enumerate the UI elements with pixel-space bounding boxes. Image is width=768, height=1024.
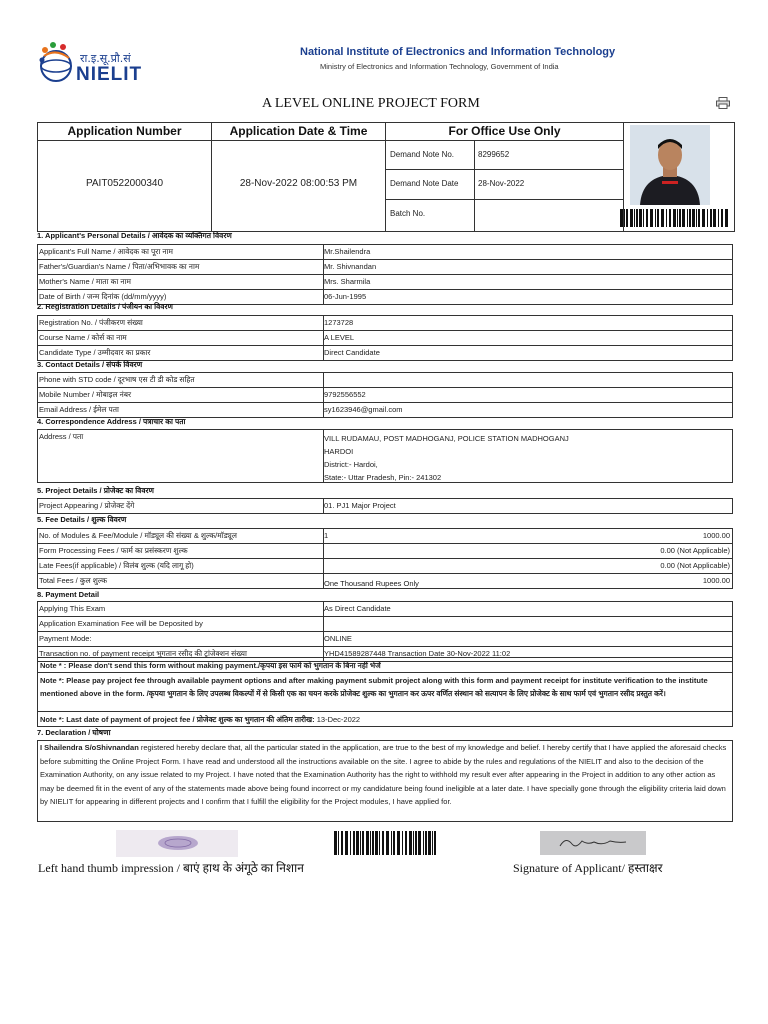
barcode-bottom [334,831,438,855]
email-value: sy1623946@gmail.com [324,405,403,414]
mobile-value: 9792556552 [324,390,366,399]
col-header-app-date: Application Date & Time [229,124,368,138]
batch-no-label: Batch No. [390,209,426,218]
printer-icon[interactable] [716,96,730,108]
address-line-2: HARDOI [324,447,354,456]
note-last-date [37,711,733,727]
fee-deposited-by-label: Application Examination Fee will be Deposited by [39,619,203,628]
application-number: PAIT0522000340 [85,178,164,189]
note-last-date-value: 13-Dec-2022 [314,715,361,724]
address-label: Address / पता [39,432,84,441]
address-value [324,432,569,484]
project-details-table [37,498,733,514]
col-header-office-use: For Office Use Only [448,124,561,138]
registration-no-label: Registration No. / पंजीकरण संख्या [39,318,143,327]
payment-details-table [37,601,733,662]
section-payment-title: 8. Payment Detail [37,590,100,599]
total-fee-value: 1000.00 [702,576,730,585]
section-personal-title: 1. Applicant's Personal Details / आवेदक का व्यक्तिगत विवरण [37,231,232,240]
total-fee-words: One Thousand Rupees Only [324,579,419,588]
candidate-type-value: Direct Candidate [324,348,380,357]
address-line-3: District:- Hardoi, [324,460,378,469]
col-header-app-number: Application Number [67,124,182,138]
father-name-value: Mr. Shivnandan [324,262,377,271]
modules-fee-value: 1000.00 [702,531,730,540]
declaration-body: registered hereby declare that, all the particular stated in the application, are true to the best of my knowledge and belief. I hereby certify that I have applied the aforesaid checks before submitting the Online Project Form. I have read and understood all the instructions available on the site. I agree to abide by the rules and regulations of the NIELIT and also to the decision of the Examination Authority, on any issue related to my Project. I have noted that the Examination Authority has the right to withhold my result ever after appearing in the Project in addition to any other action as may be deemed fit in the event of any of the statements made above being found incorrect or my candidature being found ineligible at a later date. I have specially gone through the eligibility criteria laid down by NIELIT for appearing in different projects and I confirm that I fulfill the eligibility for the Project modules, I have applied for. [40,743,727,806]
transaction-no-label: Transaction no. of payment receipt भुगतान रसीद की ट्रांजेक्शन संख्या [39,649,247,658]
phone-label: Phone with STD code / दूरभाष एस टी डी कोड सहित [39,375,195,384]
address-line-4: State:- Uttar Pradesh, Pin:- 241302 [324,473,442,482]
late-fee-label: Late Fees(if applicable) / विलंब शुल्क (यदि लागू हो) [39,561,194,570]
note-last-date-label: Note *: Last date of payment of project fee / प्रोजेक्ट शुल्क का भुगतान की अंतिम तारीख: [40,715,315,724]
application-datetime: 28-Nov-2022 08:00:53 PM [239,178,358,189]
address-line-1: VILL RUDAMAU, POST MADHOGANJ, POLICE STATION MADHOGANJ [324,434,569,443]
late-fee-value: 0.00 (Not Applicable) [660,561,730,570]
logo-hindi-text: रा.इ.सू.प्रौ.सं [80,52,131,65]
dob-value: 06-Jun-1995 [324,292,367,301]
mother-name-label: Mother's Name / माता का नाम [39,277,131,286]
email-label: Email Address / ईमेल पता [39,405,120,414]
applying-exam-value: As Direct Candidate [324,604,391,613]
declarant-name: I Shailendra S/oShivnandan [40,743,139,752]
processing-fee-value: 0.00 (Not Applicable) [660,546,730,555]
note-payment-instructions: Note *: Please pay project fee through available payment options and after making payment submit project along with this form and payment receipt for institute verification to the institute mentioned above in the form. /कृपया भुगतान के लिए उपलब्ध विकल्पों में से किसी एक का चयन करके प्रोजेक्ट शुल्क का भुगतान कर ऊपर वर्णित संस्थान को सत्यापन के लिए प्रोजेक्ट के साथ फार्म एवं भुगतान रसीद प्रस्तुत करें। [37,672,733,712]
registration-details-table [37,315,733,361]
processing-fee-label: Form Processing Fees / फार्म का प्रसंस्करण शुल्क [39,546,188,555]
address-table [37,429,733,483]
course-name-label: Course Name / कोर्स का नाम [39,333,127,342]
section-fee-title: 5. Fee Details / शुल्क विवरण [37,515,127,524]
course-name-value: A LEVEL [324,333,355,342]
mobile-label: Mobile Number / मोबाइल नंबर [39,390,132,399]
applicant-photo [630,125,710,205]
signature-label: Signature of Applicant/ हस्ताक्षर [513,861,663,875]
father-name-label: Father's/Guardian's Name / पिता/अभिभावक का नाम [39,262,200,271]
full-name-label: Applicant's Full Name / आवेदक का पूरा नाम [39,247,173,256]
transaction-no-value: YHD41589287448 Transaction Date 30-Nov-2022 11:02 [324,649,511,658]
demand-note-date: 28-Nov-2022 [478,179,525,188]
section-project-title: 5. Project Details / प्रोजेक्ट का विवरण [37,486,154,495]
payment-mode-value: ONLINE [324,634,352,643]
fee-details-table [37,528,733,589]
nielit-logo [36,38,156,90]
full-name-value: Mr.Shailendra [324,247,371,256]
modules-fee-label: No. of Modules & Fee/Module / मॉड्यूल की संख्या & शुल्क/मॉड्यूल [39,531,237,540]
total-fee-label: Total Fees / कुल शुल्क [39,576,108,585]
section-address-title: 4. Correspondence Address / पत्राचार का पता [37,417,186,426]
signature-image [540,831,646,855]
application-info-table [37,122,735,232]
demand-note-date-label: Demand Note Date [390,179,459,188]
logo-text: NIELIT [76,64,143,85]
declaration-text [37,740,733,822]
section-contact-title: 3. Contact Details / संपर्क विवरण [37,360,143,369]
modules-count: 1 [324,531,329,540]
personal-details-table [37,244,733,305]
org-subtitle: Ministry of Electronics and Information Technology, Government of India [320,62,559,71]
form-title: A LEVEL ONLINE PROJECT FORM [262,96,480,111]
demand-note-no-label: Demand Note No. [390,150,455,159]
mother-name-value: Mrs. Sharmila [324,277,371,286]
project-appearing-label: Project Appearing / प्रोजेक्ट देंगे [39,501,135,510]
contact-details-table [37,372,733,418]
project-appearing-value: 01. PJ1 Major Project [324,501,396,510]
registration-no-value: 1273728 [324,318,354,327]
applying-exam-label: Applying This Exam [39,604,106,613]
barcode-top [620,209,732,227]
thumb-impression-label: Left hand thumb impression / बाएं हाथ के अंगूठे का निशान [38,861,304,875]
note-payment-required: Note * : Please don't send this form without making payment./कृपया इस फार्म को भुगतान के बिना नहीं भेजें [37,657,733,673]
org-title: National Institute of Electronics and Information Technology [300,46,616,58]
candidate-type-label: Candidate Type / उम्मीदवार का प्रकार [39,348,151,357]
payment-mode-label: Payment Mode: [39,634,92,643]
demand-note-no: 8299652 [478,150,510,159]
section-registration-title: 2. Registration Details / पंजीयन का विवरण [37,302,173,311]
section-declaration-title: 7. Declaration / घोषणा [37,728,111,737]
thumb-impression-image [116,830,238,857]
dob-label: Date of Birth / जन्म दिनांक (dd/mm/yyyy) [39,292,167,301]
